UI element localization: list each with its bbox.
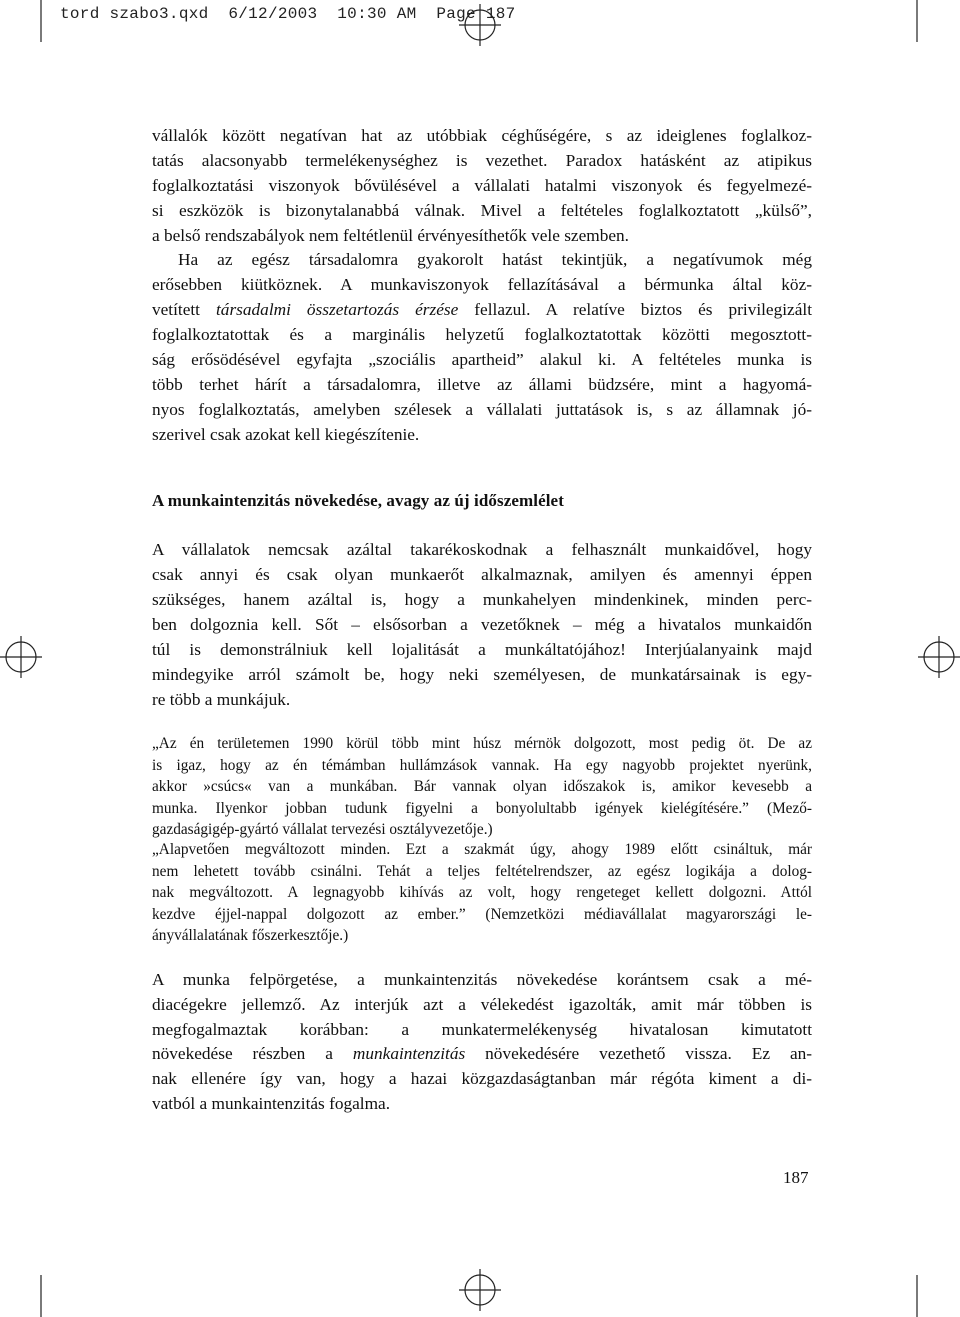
text-line: re több a munkájuk. [152,690,291,709]
text-line: is igaz, hogy az én témámban hullámzások vannak. Ha egy nagyobb projektet nyerünk, [152,756,812,774]
text-line: tatás alacsonyabb termelékenységhez is vezethet. Paradox hatásként az atipikus [152,150,812,170]
text-line: Ha az egész társadalomra gyakorolt hatást tekintjük, a negatívumok még [178,250,812,270]
italic-phrase: társadalmi összetartozás érzése [216,300,459,320]
body-paragraph-1 [152,124,812,448]
text-line: kezdve éjjel-nappal dolgozott az ember.” (Nemzetközi médiavállalat magyarországi le- [152,905,812,923]
slug-file: tord szabo3.qxd [60,5,209,23]
text-line: több terhet hárít a társadalomra, illetve az állami büdzsére, mint a hagyomá- [152,374,812,394]
slug-page: Page 187 [436,5,516,23]
text-line: mindegyike arról számolt be, hogy neki személyesen, de munkatársainak is egy- [152,665,812,684]
text-line: gazdaságigép-gyártó vállalat tervezési osztályvezetője.) [152,821,493,839]
text-line: A vállalatok nemcsak azáltal takarékoskodnak a felhasznált munkaidővel, hogy [152,540,812,559]
text-line-with-italic [152,1042,812,1067]
text-line: diacégekre jellemző. Az interjúk azt a vélekedést igazolták, amit már többen is [152,994,812,1014]
text-line: szerivel csak azokat kell kiegészítenie. [152,424,420,444]
text-line: munka. Ilyenkor jobban tudunk figyelni a bonyolultabb igények kielégítésére.” (Mező- [152,799,812,817]
text-line: A munka felpörgetése, a munkaintenzitás növekedése korántsem csak a mé- [152,970,812,989]
text-line: „Az én területemen 1990 körül több mint húsz mérnök dolgozott, most pedig öt. De az [152,735,812,752]
body-paragraph-2 [152,537,812,712]
slug-time: 10:30 AM [337,5,417,23]
italic-phrase: munkaintenzitás [352,1044,466,1064]
text-line: túl is demonstrálniuk kell lojalitását a munkáltatójához! Interjúalanyaink majd [152,640,812,659]
text-line: szükséges, hanem azáltal is, hogy a munkahelyen mindenkinek, minden perc- [152,590,812,609]
text-line: csak annyi és csak olyan munkaerőt alkalmaznak, amilyen és amennyi éppen [152,565,812,584]
text-run: növekedésére vezethető vissza. Ez an- [465,1044,813,1064]
text-line: si eszközök is bizonytalanabbá válnak. Mivel a feltételes foglalkoztatott „külső”, [152,200,812,220]
text-line: „Alapvetően megváltozott minden. Ezt a szakmát úgy, ahogy 1989 előtt csináltuk, már [152,841,812,858]
text-run: vetített [152,300,216,320]
page-number: 187 [783,1168,809,1187]
body-paragraph-3 [152,968,812,1117]
text-line: foglalkoztatási viszonyok bővülésével a vállalati hatalmi viszonyok és fegyelmezé- [152,175,812,195]
interview-quote-2 [152,839,812,947]
text-line: megfogalmaztak korábban: a munkatermelékenység hivatalosan kimutatott [152,1019,812,1039]
text-line: a belső rendszabályok nem feltétlenül érvényesíthetők vele szemben. [152,225,629,245]
text-line: akkor »csúcs« van a munkában. Bár vannak olyan időszakok is, amikor kevesebb a [152,778,812,796]
text-line: nak ellenére így van, hogy a hazai közgazdaságtanban már régóta kiment a di- [152,1069,812,1089]
text-run: növekedése részben a [152,1044,353,1064]
text-line: ányvállalatának főszerkesztője.) [152,927,349,945]
text-line: vállalók között negatívan hat az utóbbiak céghűségére, s az ideiglenes foglalkoz- [152,126,812,145]
slug-date: 6/12/2003 [228,5,318,23]
section-heading: A munkaintenzitás növekedése, avagy az új időszemlélet [152,491,564,510]
interview-quote-1 [152,733,812,841]
text-line: ság erősödésével egyfajta „szociális apartheid” alakul ki. A feltételes munka is [152,350,812,370]
text-line: nyos foglalkoztatás, amelyben szélesek a vállalati juttatások is, s az államnak jó- [152,399,812,419]
text-line: nak megváltozott. A legnagyobb kihívás az volt, hogy rengeteget kellett dolgozni. Attól [152,884,812,902]
text-line: erősebben kiütköznek. A munkaviszonyok fellazításával a bérmunka által köz- [152,275,812,295]
text-line: vatból a munkaintenzitás fogalma. [152,1093,391,1113]
text-line: foglalkoztatottak és a marginális helyzetű foglalkoztatottak közötti megosztott- [152,325,812,345]
text-line: ben dolgoznia kell. Sőt – elsősorban a vezetőknek – még a hivatalos munkaidőn [152,615,812,634]
text-line-with-italic [152,298,812,323]
text-run: fellazul. A relatíve biztos és privilegizált [458,300,812,320]
text-line: nem lehetett tovább csinálni. Tehát a teljes feltételrendszer, az egész logikája a dolog- [152,862,812,880]
